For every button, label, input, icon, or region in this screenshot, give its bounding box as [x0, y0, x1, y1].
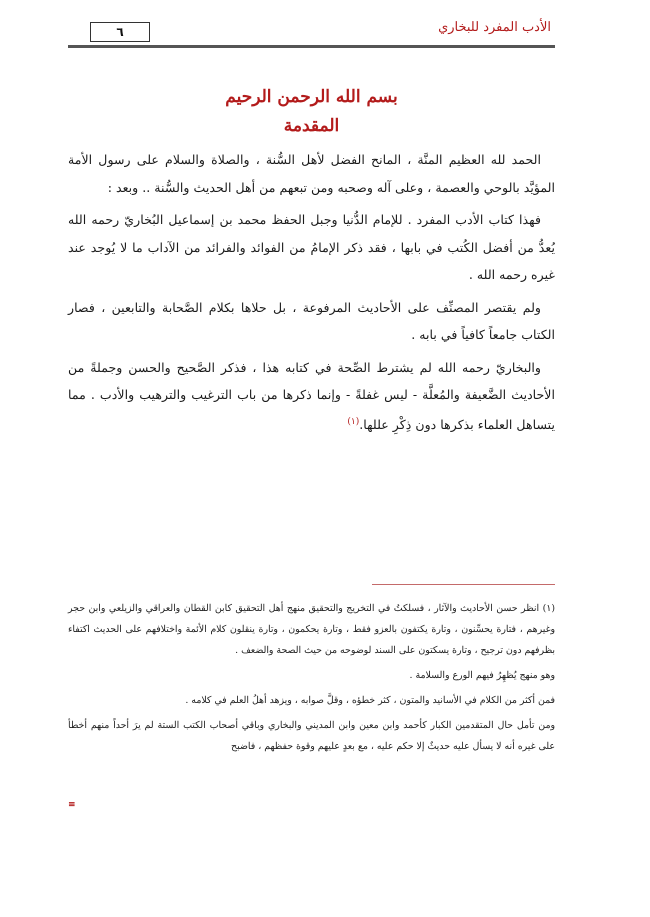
- book-title: الأدب المفرد للبخاري: [438, 20, 551, 35]
- footnote-reference[interactable]: (١): [347, 416, 360, 427]
- page-header: [68, 14, 555, 48]
- paragraph-authenticity: [68, 354, 555, 439]
- continuation-mark: ≡: [68, 800, 76, 810]
- footnote-divider: [372, 584, 555, 585]
- footnotes: [68, 598, 555, 761]
- paragraph-compiler-method: ولم يقتصر المصنِّف على الأحاديث المرفوعة ، بل حلاها بكلام الصَّحابة والتابعين ، فصار الكتاب جامعاً كافياً في بابه .: [68, 299, 555, 342]
- main-text: [68, 146, 555, 443]
- introduction-heading: المقدمة: [283, 116, 340, 136]
- footnote-item: (١) انظر حسن الأحاديث والآثار ، فسلكتُ في التخريج والتحقيق منهج أهل التحقيق كابن القطان والعراقي والزيلعي وابن حجر وغيرهم ، فتارة يحسِّنون ، وتارة يكتفون بالعزو فقط ، وتارة يحكمون ، وتارة ينقلون كلام الأئمة واختلافهم على الحديث اكتفاء بظرفهم دون ترجيح ، وتارة يسكتون على السند لوضوحه من حيث الصحة والضعف .: [68, 603, 555, 656]
- footnote-item: ومن تأمل حال المتقدمين الكبار كأحمد وابن معين وابن المديني والبخاري وباقي أصحاب الكتب الستة لم يرَ أحداً منهم أخطأ على غيره أنه لا يسأل عليه حديثٌ إلا حكم عليه ، مع بعدٍ عليهم وقوة حفظهم ، فاضبح: [68, 720, 555, 752]
- page-number: ٦: [90, 22, 150, 42]
- footnote-item: وهو منهج يُظهِرُ فيهم الورع والسلامة .: [409, 670, 555, 681]
- paragraph-book-intro: فهذا كتاب الأدب المفرد . للإمام الدُّنيا وجبل الحفظ محمد بن إسماعيل البُخاريّ رحمه الله يُعدُّ من أفضل الكُتب في بابها ، فقد ذكر الإمامُ من الفوائد والفرائد من الآداب ما لا يُوجد عند غيره رحمه الله .: [68, 212, 555, 282]
- paragraph-authenticity-text: والبخاريّ رحمه الله لم يشترط الصِّحة في كتابه هذا ، فذكر الصَّحيح والحسن وجملةً من الأحاديث الضَّعيفة والمُعلَّة - ليس غفلةً - وإنما ذكرها من باب الترغيب والترهيب والأدب . مما يتساهل العلماء بذكرها دون ذِكْرِ عللها.: [68, 359, 555, 432]
- page-headings: [68, 84, 555, 138]
- header-rule: [68, 45, 555, 48]
- paragraph-opening: الحمد لله العظيم المنَّة ، المانح الفضل لأهل السُّنة ، والصلاة والسلام على رسول الأمة المؤيَّد بالوحي والعصمة ، وعلى آله وصحبه ومن تبعهم من أهل الحديث والسُّنة .. وبعد :: [68, 152, 555, 195]
- footnote-item: فمن أكثر من الكلام في الأسانيد والمتون ، كثر خطؤه ، وقلَّ صوابه ، ويزهد أهلُ العلم في كلامه .: [185, 695, 555, 706]
- basmala-heading: بسم الله الرحمن الرحيم: [225, 87, 398, 107]
